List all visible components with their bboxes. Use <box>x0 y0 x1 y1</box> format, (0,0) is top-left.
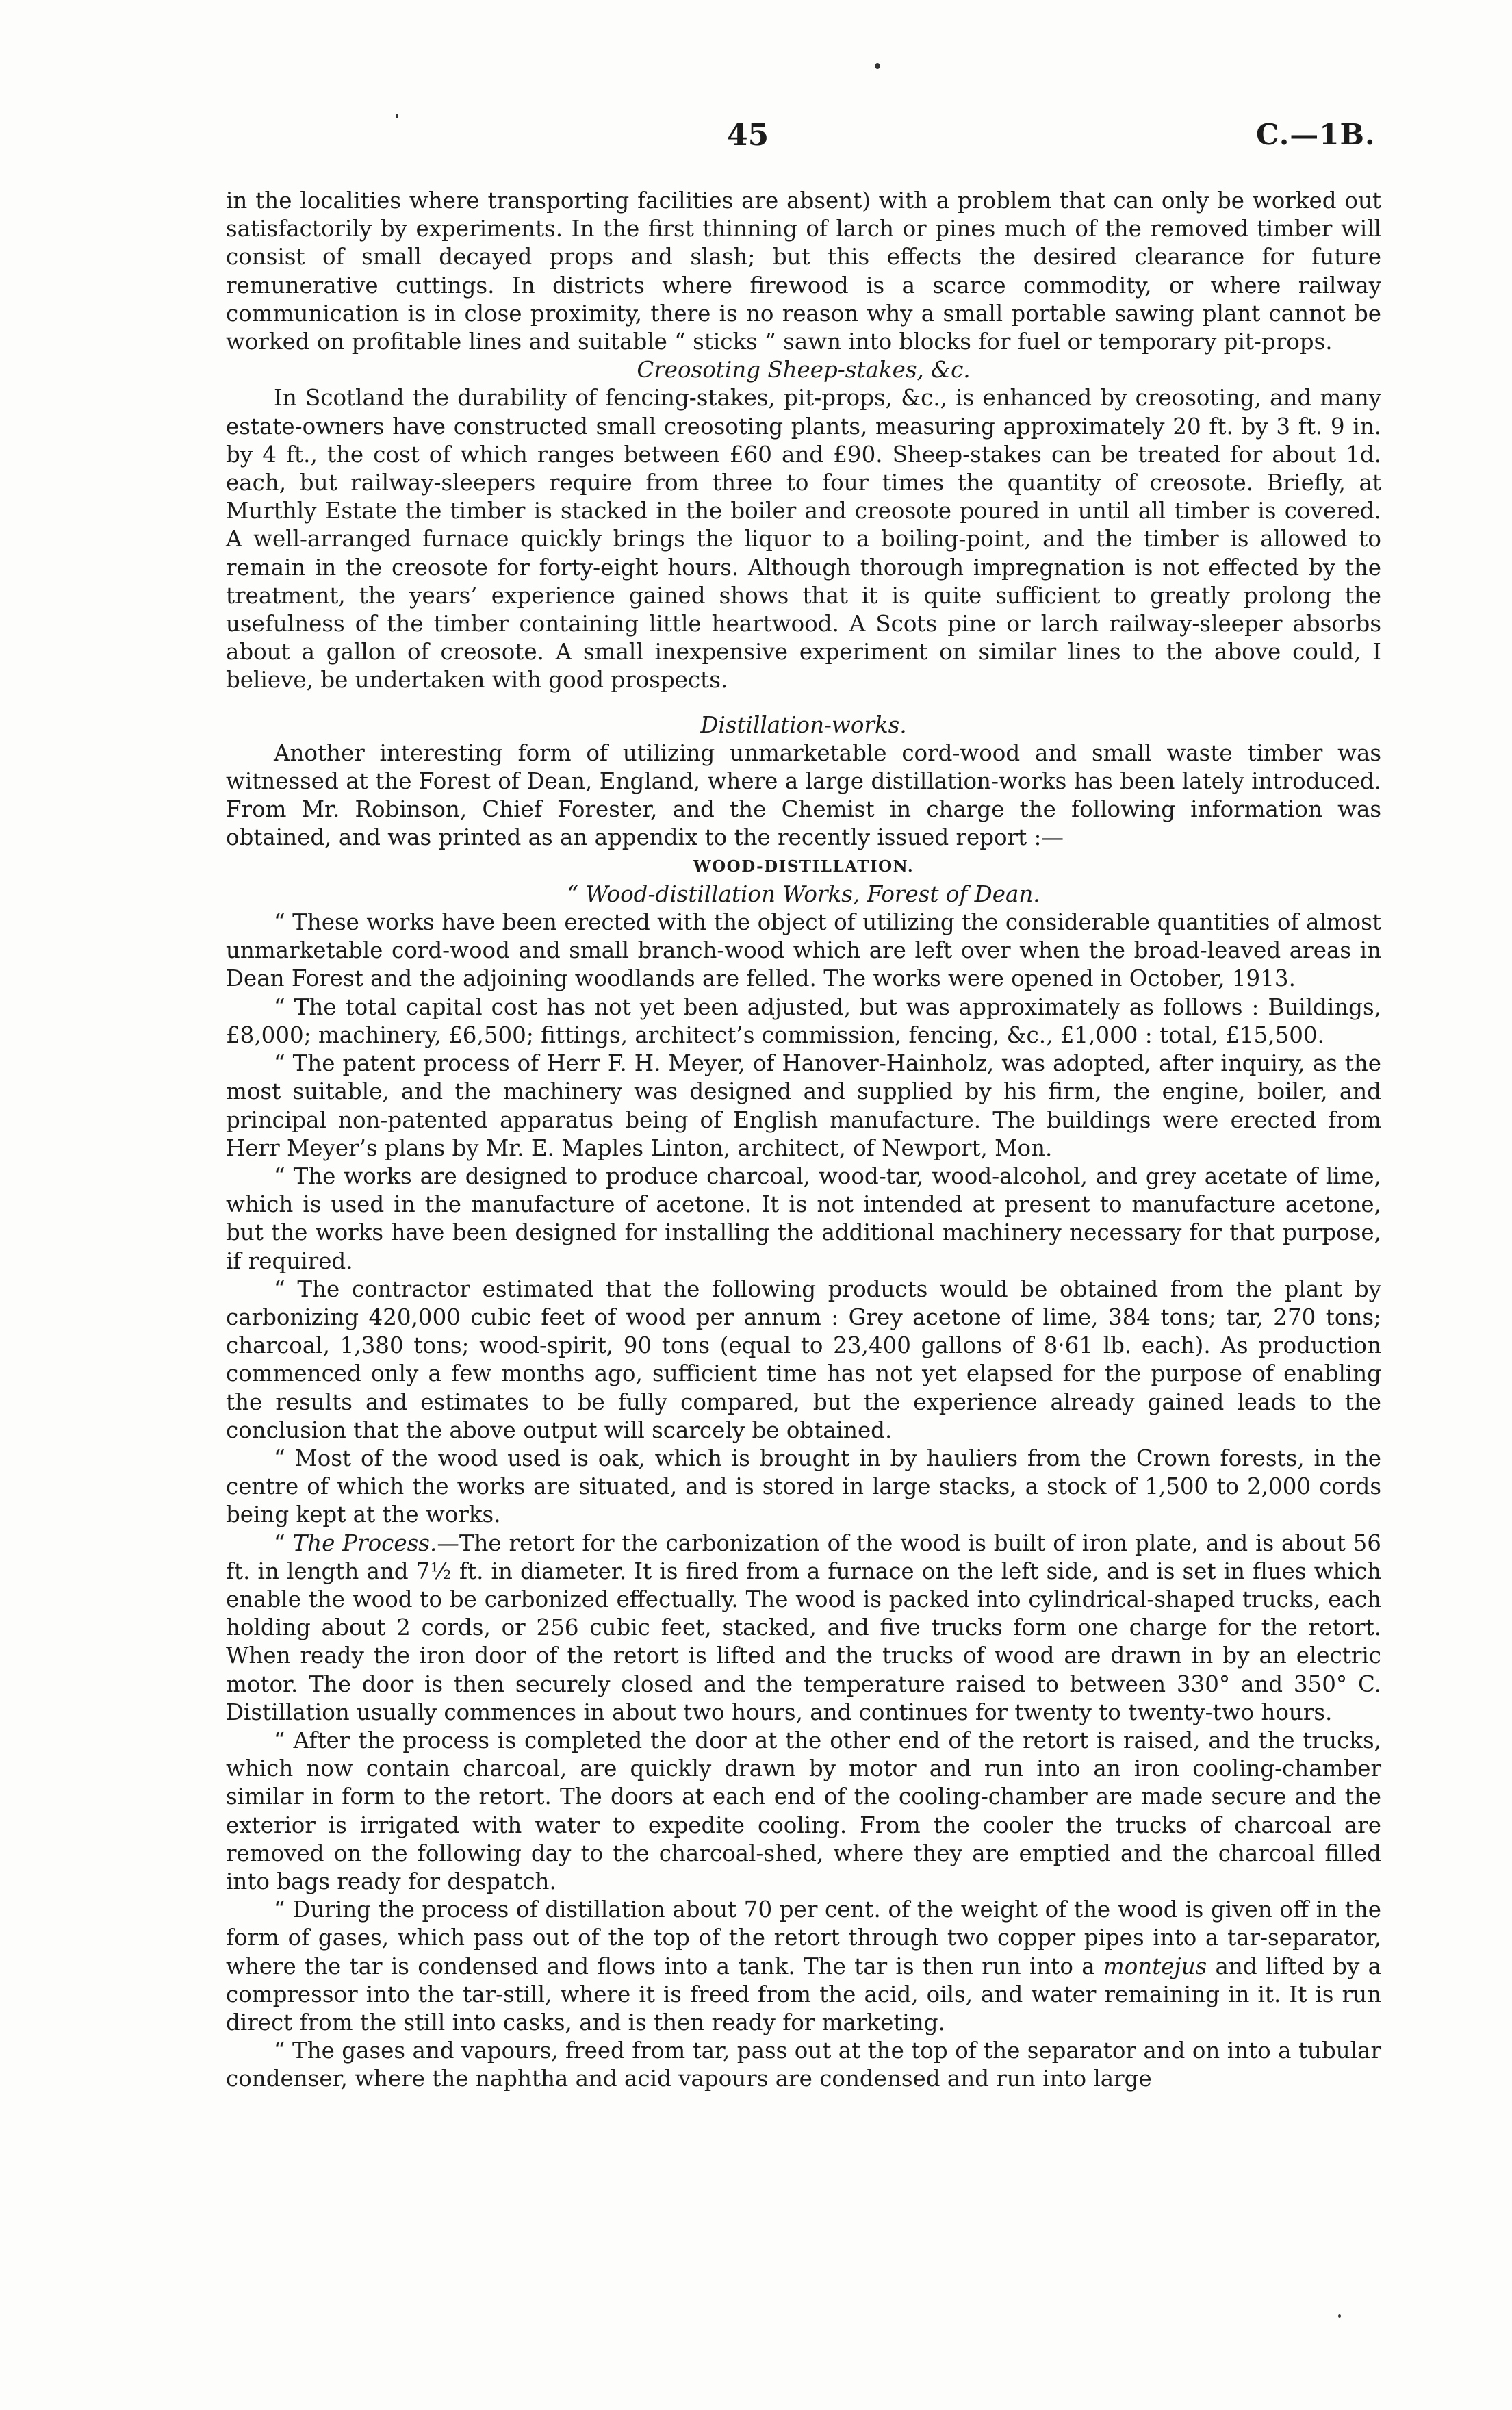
italic-run-heading: The Process. <box>292 1530 437 1556</box>
paragraph-text: —The retort for the carbonization of the wood is built of iron plate, and is about 56 ft. in length and 7½ ft. in diameter. It is fired from a furnace on the left side, and is set in flues which enable the wood to be carbonized effectually. The wood is packed into cylindrical-shaped trucks, each holding about 2 cords, or 256 cubic feet, stacked, and five trucks form one charge for the retort. When ready the iron door of the retort is lifted and the trucks of wood are drawn in by an electric motor. The door is then securely closed and the temperature raised to between 330° and 350° C. Distillation usually commences in about two hours, and continues for twenty to twenty-two hours. <box>226 1530 1381 1725</box>
document-reference: C.—1B. <box>1256 118 1376 151</box>
paragraph: “ These works have been erected with the object of utilizing the considerable quantities of almost unmarketable cord-wood and small branch-wood which are left over when the broad-leaved areas in Dean Forest and the adjoining woodlands are felled. The works were opened in October, 1913. <box>226 909 1381 992</box>
section-heading-distillation-works: Distillation-works. <box>700 711 907 738</box>
quote-mark: “ <box>274 1530 293 1556</box>
paragraph-montejus <box>226 1896 1381 2037</box>
paragraph-the-process <box>226 1530 1381 1727</box>
paragraph: Another interesting form of utilizing unmarketable cord-wood and small waste timber was witnessed at the Forest of Dean, England, where a large distillation-works has been lately introduced. From Mr. Robinson, Chief Forester, and the Chemist in charge the following information was obtained, and was printed as an appendix to the recently issued report :— <box>226 739 1381 851</box>
paragraph: “ The patent process of Herr F. H. Meyer, of Hanover-Hainholz, was adopted, after inquiry, as the most suitable, and the machinery was designed and supplied by his firm, the engine, boiler, and principal non-patented apparatus being of English manufacture. The buildings were erected from Herr Meyer’s plans by Mr. E. Maples Linton, architect, of Newport, Mon. <box>226 1050 1381 1161</box>
paragraph: “ The contractor estimated that the following products would be obtained from the plant by carbonizing 420,000 cubic feet of wood per annum : Grey acetone of lime, 384 tons; tar, 270 tons; charcoal, 1,380 tons; wood-spirit, 90 tons (equal to 23,400 gallons of 8·61 lb. each). As production commenced only a few months ago, sufficient time has not yet elapsed for the purpose of enabling the results and estimates to be fully compared, but the experience already gained leads to the conclusion that the above output will scarcely be obtained. <box>226 1276 1381 1443</box>
page-header <box>0 111 1512 159</box>
paragraph: “ Most of the wood used is oak, which is brought in by hauliers from the Crown forests, in the centre of which the works are situated, and is stored in large stacks, a stock of 1,500 to 2,000 cords being kept at the works. <box>226 1445 1381 1528</box>
body-text <box>226 187 1381 2094</box>
section-heading-wood-distillation: WOOD-DISTILLATION. <box>693 857 914 876</box>
paragraph: “ The total capital cost has not yet been adjusted, but was approximately as follows : Buildings, £8,000; machinery, £6,500; fittings, architect’s commission, fencing, &c., £1,000 : total, £15,500. <box>226 993 1381 1048</box>
paragraph: “ After the process is completed the door at the other end of the retort is raised, and the trucks, which now contain charcoal, are quickly drawn by motor and run into an iron cooling-chamber similar in form to the retort. The doors at each end of the cooling-chamber are made secure and the exterior is irrigated with water to expedite cooling. From the cooler the trucks of charcoal are removed on the following day to the charcoal-shed, where they are emptied and the charcoal filled into bags ready for despatch. <box>226 1727 1381 1894</box>
paragraph: “ The works are designed to produce charcoal, wood-tar, wood-alcohol, and grey acetate of lime, which is used in the manufacture of acetone. It is not intended at present to manufacture acetone, but the works have been designed for installing the additional machinery necessary for that purpose, if required. <box>226 1163 1381 1274</box>
print-speck <box>396 114 398 118</box>
page-number: 45 <box>727 118 769 153</box>
subheading-wood-distillation-works: “ Wood-distillation Works, Forest of Dean. <box>567 880 1040 907</box>
paragraph-text: “ During the process of distillation about 70 per cent. of the weight of the wood is given off in the form of gases, which pass out of the top of the retort through two copper pipes into a tar-separator, where the tar is condensed and flows into a tank. The tar is then run into a <box>226 1897 1381 1979</box>
print-speck <box>875 63 880 69</box>
italic-term: montejus <box>1103 1953 1207 1979</box>
paragraph: “ The gases and vapours, freed from tar, pass out at the top of the separator and on into a tubular condenser, where the naphtha and acid vapours are condensed and run into large <box>226 2038 1381 2092</box>
paragraph: in the localities where transporting facilities are absent) with a problem that can only be worked out satisfactorily by experiments. In the first thinning of larch or pines much of the removed timber will consist of small decayed props and slash; but this effects the desired clearance for future remunerative cuttings. In districts where firewood is a scarce commodity, or where railway communication is in close proximity, there is no reason why a small portable sawing plant cannot be worked on profitable lines and suitable “ sticks ” sawn into blocks for fuel or temporary pit-props. <box>226 188 1381 355</box>
paragraph: In Scotland the durability of fencing-stakes, pit-props, &c., is enhanced by creosoting, and many estate-owners have constructed small creosoting plants, measuring approximately 20 ft. by 3 ft. 9 in. by 4 ft., the cost of which ranges between £60 and £90. Sheep-stakes can be treated for about 1d. each, but railway-sleepers require from three to four times the quantity of creosote. Briefly, at Murthly Estate the timber is stacked in the boiler and creosote poured in until all timber is covered. A well-arranged furnace quickly brings the liquor to a boiling-point, and the timber is allowed to remain in the creosote for forty-eight hours. Although thorough impregnation is not effected by the treatment, the years’ experience gained shows that it is quite sufficient to greatly prolong the usefulness of the timber containing little heartwood. A Scots pine or larch railway-sleeper absorbs about a gallon of creosote. A small inexpensive experiment on similar lines to the above could, I believe, be undertaken with good prospects. <box>226 385 1381 694</box>
print-speck <box>1338 2314 1341 2318</box>
section-heading-creosoting: Creosoting Sheep-stakes, &c. <box>637 357 971 383</box>
paragraph-text: and lifted by a compressor into the tar-still, where it is freed from the acid, oils, and water remaining in it. It is run direct from the still into casks, and is then ready for marketing. <box>226 1953 1381 2035</box>
